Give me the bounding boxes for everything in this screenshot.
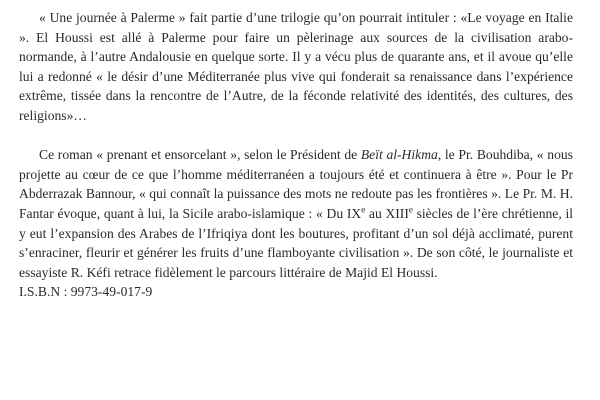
superscript-e-2: e [408, 204, 413, 215]
superscript-e-1: e [361, 204, 366, 215]
paragraph-reviews [19, 145, 573, 282]
paragraph-reviews-text-1: Ce roman « prenant et ensorcelant », selon le Président de [39, 147, 361, 163]
paragraph-reviews-text-2: , le Pr. Bouhdiba, « nous projette au cœur de ce que l’homme méditerranéen a toujours été et continuera à être ». Pour le Pr Abderrazak Bannour, « qui connaît la puissance des mots ne redoute pas les frontières ». Le Pr. M. H. Fantar évoque, quant à lui, la Sicile arabo-islamique : « Du IX [19, 147, 573, 221]
beit-al-hikma-title: Beït al-Hikma [360, 147, 438, 163]
paragraph-reviews-text-3: au XIII [365, 205, 409, 221]
paragraph-intro: « Une journée à Palerme » fait partie d’une trilogie qu’on pourrait intituler : «Le voyage en Italie ». El Houssi est allé à Palerme pour faire un pèlerinage aux sources de la civilisation arabo-normande, à l’autre Andalousie en quelque sorte. Il y a vécu plus de quarante ans, et il avoue qu’elle lui a redonné « le désir d’une Méditerranée plus vive qui fonderait sa renaissance dans l’expérience extrême, tissée dans la rencontre de l’Autre, de la féconde relativité des identités, des cultures, des religions»… [19, 10, 573, 123]
paragraph-spacer [19, 126, 573, 146]
paragraph-reviews-text-4: siècles de l’ère chrétienne, il y eut l’expansion des Arabes de l’Ifriqiya dont les boutures, profitant d’un sol déjà acclimaté, purent s’enraciner, fleurir et générer les fruits d’une flamboyante civilisation ». De son côté, le journaliste et essayiste R. Kéfi retrace fidèlement le parcours littéraire de Majid El Houssi. [19, 205, 574, 280]
isbn-line: I.S.B.N : 9973-49-017-9 [19, 284, 153, 300]
book-back-cover-text [19, 8, 573, 302]
